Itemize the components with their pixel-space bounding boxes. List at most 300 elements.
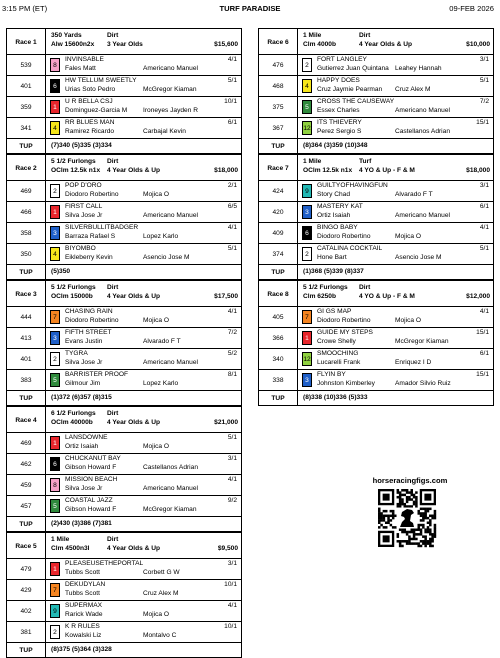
- trainer-name: Americano Manuel: [143, 65, 198, 72]
- saddlecloth-number: 6: [302, 226, 312, 240]
- race-distance: 5 1/2 Furlongs: [51, 284, 96, 291]
- jockey-name: Ortiz Isaiah: [65, 443, 99, 450]
- horse-name: ITS THIEVERY: [317, 119, 362, 126]
- trainer-name: Carbajal Kevin: [143, 128, 186, 135]
- jockey-name: Diodoro Robertino: [65, 191, 119, 198]
- entry-row[interactable]: [259, 349, 493, 370]
- figure-number: 444: [7, 307, 46, 327]
- figure-number: 413: [7, 328, 46, 348]
- trainer-name: McGregor Kiaman: [143, 86, 197, 93]
- race-class-line: [51, 167, 238, 175]
- saddlecloth-number: 9: [302, 184, 312, 198]
- tup-values: (7)340 (5)335 (3)334: [51, 142, 112, 149]
- horse-name: FLYIN BY: [317, 371, 346, 378]
- entry-row[interactable]: [7, 244, 241, 265]
- morning-line-odds: 6/1: [479, 203, 489, 210]
- race-label: Race 3: [7, 281, 46, 307]
- saddlecloth-number: 7: [50, 310, 60, 324]
- saddlecloth-number: 12: [302, 121, 312, 135]
- saddlecloth-number: 1: [302, 331, 312, 345]
- jockey-name: Gibson Howard F: [65, 506, 117, 513]
- entry-row[interactable]: [259, 370, 493, 391]
- figure-number: 340: [259, 349, 298, 369]
- race-distance: 5 1/2 Furlongs: [303, 284, 348, 291]
- saddlecloth-number: 6: [50, 457, 60, 471]
- horse-name: BIYOMBO: [65, 245, 96, 252]
- entry-row[interactable]: [259, 307, 493, 328]
- figure-number: 374: [259, 244, 298, 264]
- horse-name: MASTERY KAT: [317, 203, 363, 210]
- race-class: Clm 6250b: [303, 293, 336, 300]
- trainer-name: Mojica O: [143, 317, 170, 324]
- tup-values: (8)338 (10)336 (5)333: [303, 394, 368, 401]
- race-class-line: [51, 545, 238, 553]
- jockey-name: Gilmour Jim: [65, 380, 101, 387]
- tup-label: TUP: [7, 643, 46, 657]
- race-label: Race 7: [259, 155, 298, 181]
- entry-row[interactable]: [259, 202, 493, 223]
- race-label: Race 5: [7, 533, 46, 559]
- trainer-name: Ironeyes Jayden R: [143, 107, 198, 114]
- saddlecloth-number: 9: [50, 604, 60, 618]
- race-header: [7, 155, 241, 181]
- entry-row[interactable]: [259, 118, 493, 139]
- saddlecloth-number: 2: [50, 352, 60, 366]
- jockey-name: Gutierrez Juan Quintana: [317, 65, 389, 72]
- figure-number: 409: [259, 223, 298, 243]
- trainer-name: Lopez Karlo: [143, 380, 179, 387]
- trainer-name: Americano Manuel: [143, 359, 198, 366]
- race-distance-line: [303, 158, 490, 166]
- entry-row[interactable]: [7, 307, 241, 328]
- figure-number: 402: [7, 601, 46, 621]
- website-label[interactable]: horseracingfigs.com: [372, 476, 448, 485]
- trainer-name: Castellanos Adrian: [143, 464, 198, 471]
- jockey-name: Dominguez-Garcia M: [65, 107, 128, 114]
- race-purse: $18,000: [214, 167, 238, 174]
- race-conditions: 4 YO & Up - F & M: [359, 293, 415, 300]
- entry-row[interactable]: [7, 559, 241, 580]
- trainer-name: Alvarado F T: [395, 191, 433, 198]
- jockey-name: Story Chad: [317, 191, 350, 198]
- race-header: [259, 29, 493, 55]
- saddlecloth-number: 3: [50, 226, 60, 240]
- horse-name: FIRST CALL: [65, 203, 103, 210]
- entry-row[interactable]: [7, 454, 241, 475]
- page-header: [0, 4, 500, 18]
- race-distance: 1 Mile: [303, 32, 322, 39]
- race-surface: Dirt: [107, 536, 119, 543]
- jockey-name: Tubbs Scott: [65, 569, 100, 576]
- horse-name: COASTAL JAZZ: [65, 497, 113, 504]
- trainer-name: Asencio Jose M: [143, 254, 190, 261]
- race-distance-line: [51, 158, 238, 166]
- tup-row: [259, 139, 493, 153]
- entry-row[interactable]: [7, 622, 241, 643]
- figure-number: 367: [259, 118, 298, 138]
- race-purse: $17,500: [214, 293, 238, 300]
- entry-row[interactable]: [7, 223, 241, 244]
- tup-label: TUP: [259, 139, 298, 153]
- tup-row: [7, 643, 241, 657]
- morning-line-odds: 4/1: [227, 602, 237, 609]
- saddlecloth-number: 1: [50, 100, 60, 114]
- race-label: Race 4: [7, 407, 46, 433]
- entry-row[interactable]: [7, 202, 241, 223]
- morning-line-odds: 8/1: [227, 371, 237, 378]
- figure-number: 479: [7, 559, 46, 579]
- morning-line-odds: 5/1: [479, 245, 489, 252]
- race-conditions: 4 Year Olds & Up: [107, 545, 161, 552]
- figure-number: 459: [7, 475, 46, 495]
- entry-row[interactable]: [259, 97, 493, 118]
- race-class-line: [51, 41, 238, 49]
- race-class: OClm 12.5k n1x: [51, 167, 101, 174]
- morning-line-odds: 5/1: [227, 77, 237, 84]
- trainer-name: Enriquez I D: [395, 359, 432, 366]
- morning-line-odds: 4/1: [227, 224, 237, 231]
- morning-line-odds: 4/1: [227, 476, 237, 483]
- saddlecloth-number: 2: [302, 247, 312, 261]
- figure-number: 462: [7, 454, 46, 474]
- horse-name: POP D'ORO: [65, 182, 102, 189]
- entry-row[interactable]: [7, 496, 241, 517]
- race-date: 09-FEB 2026: [449, 4, 494, 13]
- morning-line-odds: 3/1: [479, 182, 489, 189]
- horse-name: PLEASEUSETHEPORTAL: [65, 560, 144, 567]
- horse-name: FORT LANGLEY: [317, 56, 367, 63]
- morning-line-odds: 3/1: [479, 56, 489, 63]
- saddlecloth-number: 4: [302, 79, 312, 93]
- saddlecloth-number: 4: [50, 247, 60, 261]
- race-class: Clm 4500n3l: [51, 545, 90, 552]
- horse-name: BARRISTER PROOF: [65, 371, 129, 378]
- trainer-name: Corbett G W: [143, 569, 180, 576]
- tup-values: (8)375 (5)364 (3)328: [51, 646, 112, 653]
- trainer-name: Montalvo C: [143, 632, 177, 639]
- jockey-name: Urias Soto Pedro: [65, 86, 116, 93]
- jockey-name: Crowe Shelly: [317, 338, 356, 345]
- jockey-name: Cruz Jaymie Pearman: [317, 86, 383, 93]
- race-label: Race 1: [7, 29, 46, 55]
- trainer-name: Americano Manuel: [395, 212, 450, 219]
- trainer-name: Mojica O: [143, 191, 170, 198]
- figure-number: 539: [7, 55, 46, 75]
- race-surface: Dirt: [359, 32, 371, 39]
- tup-row: [259, 391, 493, 405]
- horse-name: FIFTH STREET: [65, 329, 112, 336]
- entry-row[interactable]: [7, 370, 241, 391]
- morning-line-odds: 5/1: [479, 77, 489, 84]
- figure-number: 381: [7, 622, 46, 642]
- entry-row[interactable]: [7, 181, 241, 202]
- trainer-name: Amador Silvio Ruiz: [395, 380, 451, 387]
- morning-line-odds: 5/1: [227, 434, 237, 441]
- tup-values: (5)350: [51, 268, 71, 275]
- race-distance: 1 Mile: [303, 158, 322, 165]
- jockey-name: Ortiz Isaiah: [317, 212, 351, 219]
- trainer-name: Asencio Jose M: [395, 254, 442, 261]
- jockey-name: Evans Justin: [65, 338, 103, 345]
- morning-line-odds: 4/1: [479, 224, 489, 231]
- figure-number: 429: [7, 580, 46, 600]
- saddlecloth-number: 1: [50, 205, 60, 219]
- horse-name: CHASING RAIN: [65, 308, 113, 315]
- tup-values: (8)364 (3)359 (10)348: [303, 142, 368, 149]
- race-surface: Dirt: [359, 284, 371, 291]
- jockey-name: Diodoro Robertino: [317, 233, 371, 240]
- race-label: Race 8: [259, 281, 298, 307]
- entry-row[interactable]: [259, 55, 493, 76]
- jockey-name: Perez Sergio S: [317, 128, 362, 135]
- trainer-name: Leahey Hannah: [395, 65, 442, 72]
- post-time: 3:15 PM (ET): [2, 4, 48, 13]
- morning-line-odds: 7/2: [227, 329, 237, 336]
- race-header: [7, 407, 241, 433]
- race-distance: 1 Mile: [51, 536, 70, 543]
- jockey-name: Gibson Howard F: [65, 464, 117, 471]
- figure-number: 358: [7, 223, 46, 243]
- figure-number: 366: [259, 328, 298, 348]
- horse-name: HAPPY DOES: [317, 77, 360, 84]
- figure-number: 383: [7, 370, 46, 390]
- horse-name: TYGRA: [65, 350, 88, 357]
- jockey-name: Fales Matt: [65, 65, 96, 72]
- race-purse: $15,600: [214, 41, 238, 48]
- race-distance-line: [51, 284, 238, 292]
- trainer-name: Castellanos Adrian: [395, 128, 450, 135]
- morning-line-odds: 4/1: [227, 56, 237, 63]
- race-purse: $10,000: [466, 41, 490, 48]
- tup-values: (2)430 (3)386 (7)381: [51, 520, 112, 527]
- race-distance-line: [51, 32, 238, 40]
- saddlecloth-number: 12: [302, 352, 312, 366]
- jockey-name: Silva Jose Jr: [65, 212, 103, 219]
- entry-row[interactable]: [7, 118, 241, 139]
- race-class-line: [303, 41, 490, 49]
- figure-number: 457: [7, 496, 46, 516]
- entry-row[interactable]: [259, 244, 493, 265]
- entry-row[interactable]: [259, 223, 493, 244]
- tup-label: TUP: [7, 265, 46, 279]
- entry-row[interactable]: [259, 328, 493, 349]
- saddlecloth-number: 1: [50, 562, 60, 576]
- figure-number: 405: [259, 307, 298, 327]
- morning-line-odds: 10/1: [224, 98, 237, 105]
- entry-row[interactable]: [7, 433, 241, 454]
- morning-line-odds: 6/5: [227, 203, 237, 210]
- entry-row[interactable]: [7, 328, 241, 349]
- horse-name: HW TELLUM SWEETLY: [65, 77, 137, 84]
- trainer-name: Mojica O: [395, 317, 422, 324]
- race-distance-line: [51, 410, 238, 418]
- saddlecloth-number: 2: [50, 625, 60, 639]
- entry-row[interactable]: [7, 475, 241, 496]
- race-distance-line: [303, 32, 490, 40]
- race-class: OClm 40000b: [51, 419, 93, 426]
- race-card: [258, 154, 494, 280]
- race-header: [259, 155, 493, 181]
- trainer-name: Mojica O: [143, 611, 170, 618]
- entry-row[interactable]: [7, 97, 241, 118]
- morning-line-odds: 3/1: [227, 560, 237, 567]
- race-card: [6, 406, 242, 532]
- morning-line-odds: 4/1: [479, 308, 489, 315]
- jockey-name: Essex Charles: [317, 107, 360, 114]
- figure-number: 469: [7, 433, 46, 453]
- morning-line-odds: 4/1: [227, 308, 237, 315]
- race-distance: 6 1/2 Furlongs: [51, 410, 96, 417]
- race-distance: 350 Yards: [51, 32, 82, 39]
- saddlecloth-number: 2: [50, 184, 60, 198]
- jockey-name: Hone Bart: [317, 254, 347, 261]
- morning-line-odds: 5/2: [227, 350, 237, 357]
- race-purse: $21,000: [214, 419, 238, 426]
- morning-line-odds: 3/1: [227, 455, 237, 462]
- entry-row[interactable]: [7, 601, 241, 622]
- figure-number: 401: [7, 349, 46, 369]
- figure-number: 401: [7, 76, 46, 96]
- entry-row[interactable]: [7, 580, 241, 601]
- tup-row: [7, 517, 241, 531]
- morning-line-odds: 15/1: [476, 119, 489, 126]
- track-name: TURF PARADISE: [219, 4, 281, 13]
- trainer-name: Americano Manuel: [143, 485, 198, 492]
- race-conditions: 4 Year Olds & Up: [107, 419, 161, 426]
- race-conditions: 4 Year Olds & Up: [107, 167, 161, 174]
- race-header: [7, 29, 241, 55]
- race-class-line: [51, 293, 238, 301]
- race-label: Race 6: [259, 29, 298, 55]
- horse-name: GI GS MAP: [317, 308, 352, 315]
- jockey-name: Johnston Kimberley: [317, 380, 375, 387]
- tup-label: TUP: [7, 391, 46, 405]
- entry-row[interactable]: [7, 349, 241, 370]
- saddlecloth-number: 5: [302, 100, 312, 114]
- entry-row[interactable]: [7, 76, 241, 97]
- morning-line-odds: 9/2: [227, 497, 237, 504]
- tup-label: TUP: [259, 391, 298, 405]
- race-surface: Dirt: [107, 284, 119, 291]
- race-card: [6, 28, 242, 154]
- race-conditions: 4 Year Olds & Up: [107, 293, 161, 300]
- tup-row: [7, 139, 241, 153]
- figure-number: 476: [259, 55, 298, 75]
- entry-row[interactable]: [259, 76, 493, 97]
- entry-row[interactable]: [259, 181, 493, 202]
- horse-name: MISSION BEACH: [65, 476, 118, 483]
- horse-name: SMOOCHING: [317, 350, 359, 357]
- entry-row[interactable]: [7, 55, 241, 76]
- horse-name: RR BLUES MAN: [65, 119, 115, 126]
- race-class-line: [51, 419, 238, 427]
- saddlecloth-number: 7: [50, 583, 60, 597]
- race-card: [6, 280, 242, 406]
- race-card: [6, 532, 242, 658]
- morning-line-odds: 10/1: [224, 581, 237, 588]
- race-conditions: 4 Year Olds & Up: [359, 41, 413, 48]
- horse-name: LANSDOWNE: [65, 434, 108, 441]
- trainer-name: McGregor Kiaman: [143, 506, 197, 513]
- morning-line-odds: 10/1: [224, 623, 237, 630]
- race-distance-line: [303, 284, 490, 292]
- jockey-name: Rarick Wade: [65, 611, 103, 618]
- saddlecloth-number: 3: [302, 373, 312, 387]
- trainer-name: Americano Manuel: [143, 212, 198, 219]
- jockey-name: Diodoro Robertino: [317, 317, 371, 324]
- figure-number: 341: [7, 118, 46, 138]
- jockey-name: Tubbs Scott: [65, 590, 100, 597]
- horse-name: CHUCKANUT BAY: [65, 455, 121, 462]
- race-class-line: [303, 293, 490, 301]
- figure-number: 338: [259, 370, 298, 390]
- horse-name: K R RULES: [65, 623, 100, 630]
- race-purse: $9,500: [217, 545, 238, 552]
- saddlecloth-number: 6: [50, 79, 60, 93]
- morning-line-odds: 15/1: [476, 371, 489, 378]
- horse-name: GUIDE MY STEPS: [317, 329, 373, 336]
- tup-row: [7, 265, 241, 279]
- race-conditions: 3 Year Olds: [107, 41, 143, 48]
- saddlecloth-number: 3: [50, 331, 60, 345]
- tup-row: [259, 265, 493, 279]
- jockey-name: Lucarelli Frank: [317, 359, 361, 366]
- saddlecloth-number: 4: [50, 121, 60, 135]
- race-class-line: [303, 167, 490, 175]
- jockey-name: Eikleberry Kevin: [65, 254, 113, 261]
- tup-values: (1)372 (6)357 (8)315: [51, 394, 112, 401]
- jockey-name: Silva Jose Jr: [65, 359, 103, 366]
- morning-line-odds: 5/1: [227, 245, 237, 252]
- tup-label: TUP: [7, 139, 46, 153]
- race-purse: $12,000: [466, 293, 490, 300]
- trainer-name: Alvarado F T: [143, 338, 181, 345]
- jockey-name: Silva Jose Jr: [65, 485, 103, 492]
- horse-name: DEKUDYLAN: [65, 581, 106, 588]
- race-surface: Dirt: [107, 32, 119, 39]
- morning-line-odds: 2/1: [227, 182, 237, 189]
- jockey-name: Diodoro Robertino: [65, 317, 119, 324]
- figure-number: 359: [7, 97, 46, 117]
- saddlecloth-number: 3: [302, 205, 312, 219]
- saddlecloth-number: 5: [50, 499, 60, 513]
- race-class: Alw 15600n2x: [51, 41, 95, 48]
- race-label: Race 2: [7, 155, 46, 181]
- saddlecloth-number: 7: [302, 310, 312, 324]
- race-class: OClm 12.5k n1x: [303, 167, 353, 174]
- race-distance: 5 1/2 Furlongs: [51, 158, 96, 165]
- horse-name: CROSS THE CAUSEWAY: [317, 98, 395, 105]
- race-header: [7, 281, 241, 307]
- trainer-name: Lopez Karlo: [143, 233, 179, 240]
- morning-line-odds: 7/2: [479, 98, 489, 105]
- race-card: [6, 154, 242, 280]
- figure-number: 420: [259, 202, 298, 222]
- race-surface: Turf: [359, 158, 372, 165]
- race-header: [259, 281, 493, 307]
- race-distance-line: [51, 536, 238, 544]
- race-card: [258, 28, 494, 154]
- horse-name: SUPERMAX: [65, 602, 103, 609]
- race-conditions: 4 YO & Up - F & M: [359, 167, 415, 174]
- saddlecloth-number: 5: [50, 373, 60, 387]
- race-surface: Dirt: [107, 158, 119, 165]
- tup-label: TUP: [7, 517, 46, 531]
- trainer-name: Mojica O: [395, 233, 422, 240]
- horse-name: INVINSABLE: [65, 56, 104, 63]
- saddlecloth-number: 8: [50, 58, 60, 72]
- race-surface: Dirt: [107, 410, 119, 417]
